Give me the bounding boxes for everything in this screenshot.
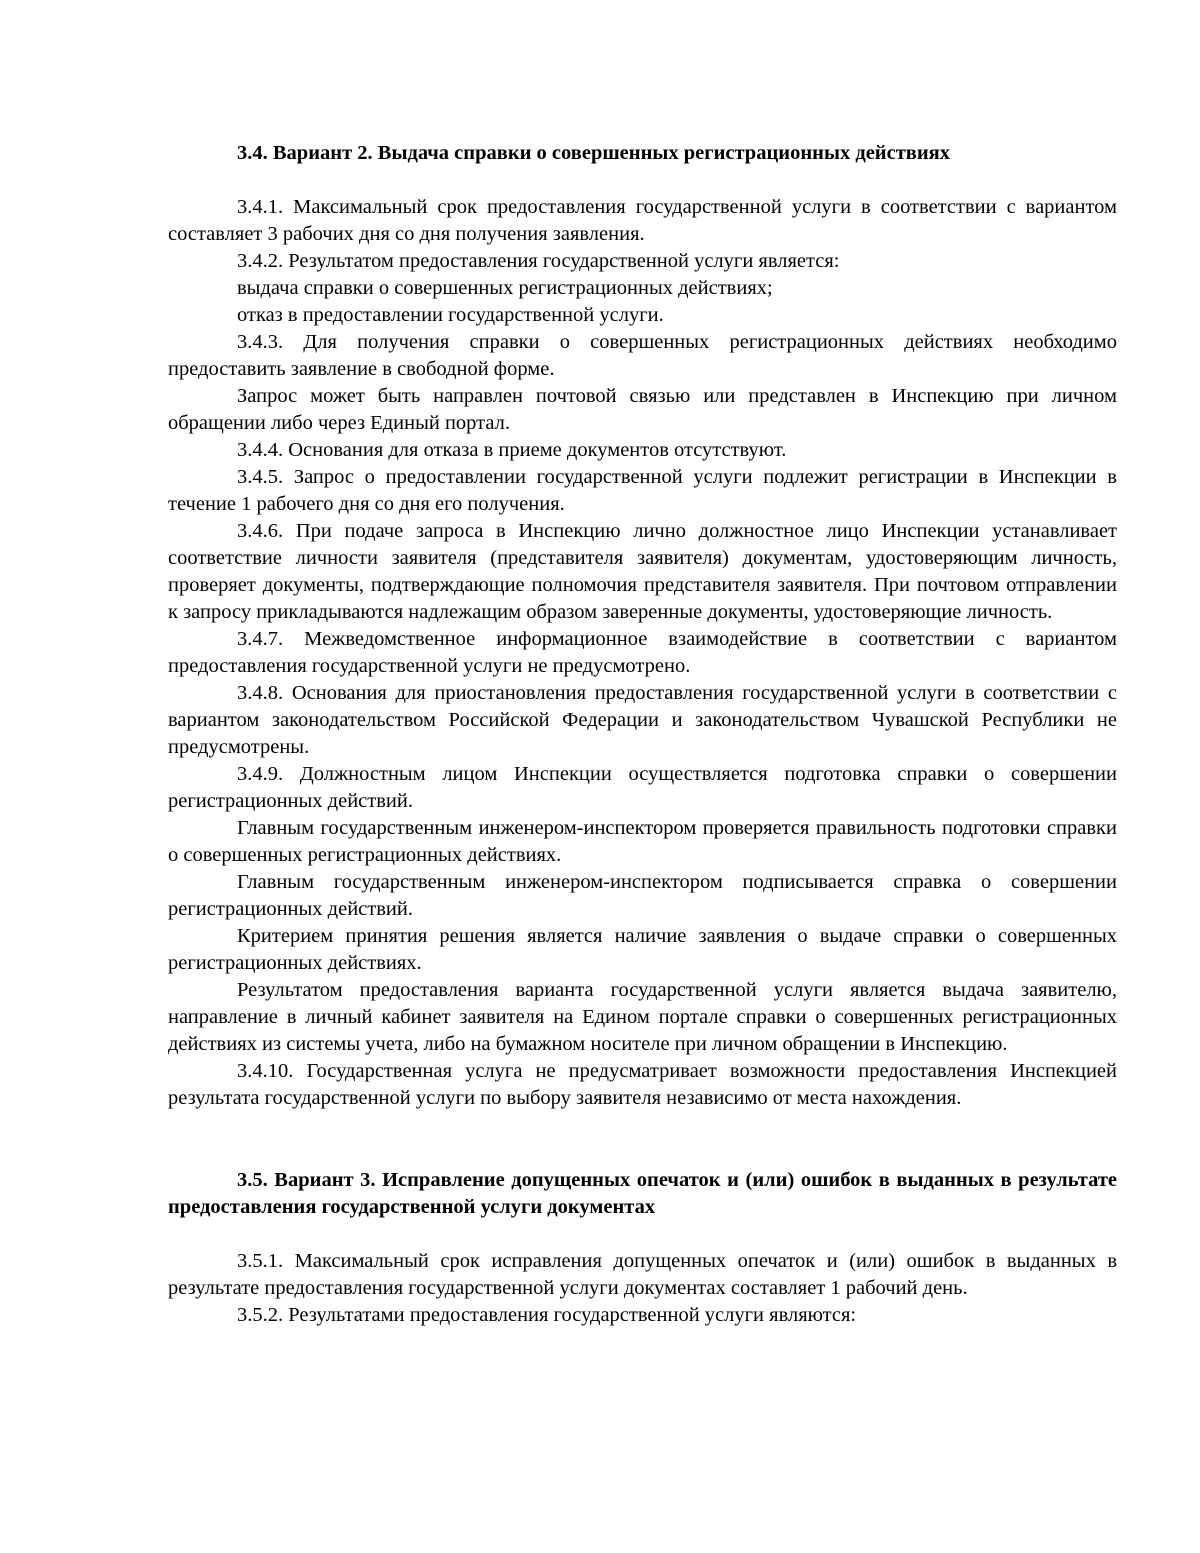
paragraph: 3.5.1. Максимальный срок исправления допущенных опечаток и (или) ошибок в выданных в результате предоставления государственной услуги документах составляет 1 рабочий день. <box>168 1250 1117 1299</box>
paragraph: 3.4.5. Запрос о предоставлении государственной услуги подлежит регистрации в Инспекции в течение 1 рабочего дня со дня его получения. <box>168 466 1117 515</box>
paragraph: 3.4.6. При подаче запроса в Инспекцию лично должностное лицо Инспекции устанавливает соответствие личности заявителя (представителя заявителя) документам, удостоверяющим личность, проверяет документы, подтверждающие полномочия представителя заявителя. При почтовом отправлении к запросу прикладываются надлежащим образом заверенные документы, удостоверяющие личность. <box>168 520 1117 623</box>
paragraph: 3.4.2. Результатом предоставления государственной услуги является: <box>237 250 840 272</box>
section-3-4-body <box>168 194 1117 1112</box>
document-page <box>168 140 1117 1329</box>
paragraph: 3.4.4. Основания для отказа в приеме документов отсутствуют. <box>237 439 787 461</box>
section-heading-3-5: 3.5. Вариант 3. Исправление допущенных опечаток и (или) ошибок в выданных в результате предоставления государственной услуги документах <box>168 1169 1117 1218</box>
section-3-5-body <box>168 1248 1117 1329</box>
paragraph: 3.4.1. Максимальный срок предоставления государственной услуги в соответствии с вариантом составляет 3 рабочих дня со дня получения заявления. <box>168 196 1117 245</box>
paragraph: 3.4.7. Межведомственное информационное взаимодействие в соответствии с вариантом предоставления государственной услуги не предусмотрено. <box>168 628 1117 677</box>
paragraph: 3.5.2. Результатами предоставления государственной услуги являются: <box>237 1304 857 1326</box>
paragraph: 3.4.10. Государственная услуга не предусматривает возможности предоставления Инспекцией результата государственной услуги по выбору заявителя независимо от места нахождения. <box>168 1060 1117 1109</box>
paragraph: выдача справки о совершенных регистрационных действиях; <box>237 277 773 299</box>
section-heading-3-4: 3.4. Вариант 2. Выдача справки о совершенных регистрационных действиях <box>237 142 950 164</box>
paragraph: Запрос может быть направлен почтовой связью или представлен в Инспекцию при личном обращении либо через Единый портал. <box>168 385 1117 434</box>
paragraph: 3.4.8. Основания для приостановления предоставления государственной услуги в соответствии с вариантом законодательством Российской Федерации и законодательством Чувашской Республики не предусмотрены. <box>168 682 1117 758</box>
paragraph: Результатом предоставления варианта государственной услуги является выдача заявителю, направление в личный кабинет заявителя на Едином портале справки о совершенных регистрационных действиях из системы учета, либо на бумажном носителе при личном обращении в Инспекцию. <box>168 979 1117 1055</box>
paragraph: Главным государственным инженером-инспектором подписывается справка о совершении регистрационных действий. <box>168 871 1117 920</box>
paragraph: 3.4.9. Должностным лицом Инспекции осуществляется подготовка справки о совершении регистрационных действий. <box>168 763 1117 812</box>
paragraph: отказ в предоставлении государственной услуги. <box>237 304 664 326</box>
paragraph: 3.4.3. Для получения справки о совершенных регистрационных действиях необходимо предоставить заявление в свободной форме. <box>168 331 1117 380</box>
paragraph: Главным государственным инженером-инспектором проверяется правильность подготовки справки о совершенных регистрационных действиях. <box>168 817 1117 866</box>
paragraph: Критерием принятия решения является наличие заявления о выдаче справки о совершенных регистрационных действиях. <box>168 925 1117 974</box>
